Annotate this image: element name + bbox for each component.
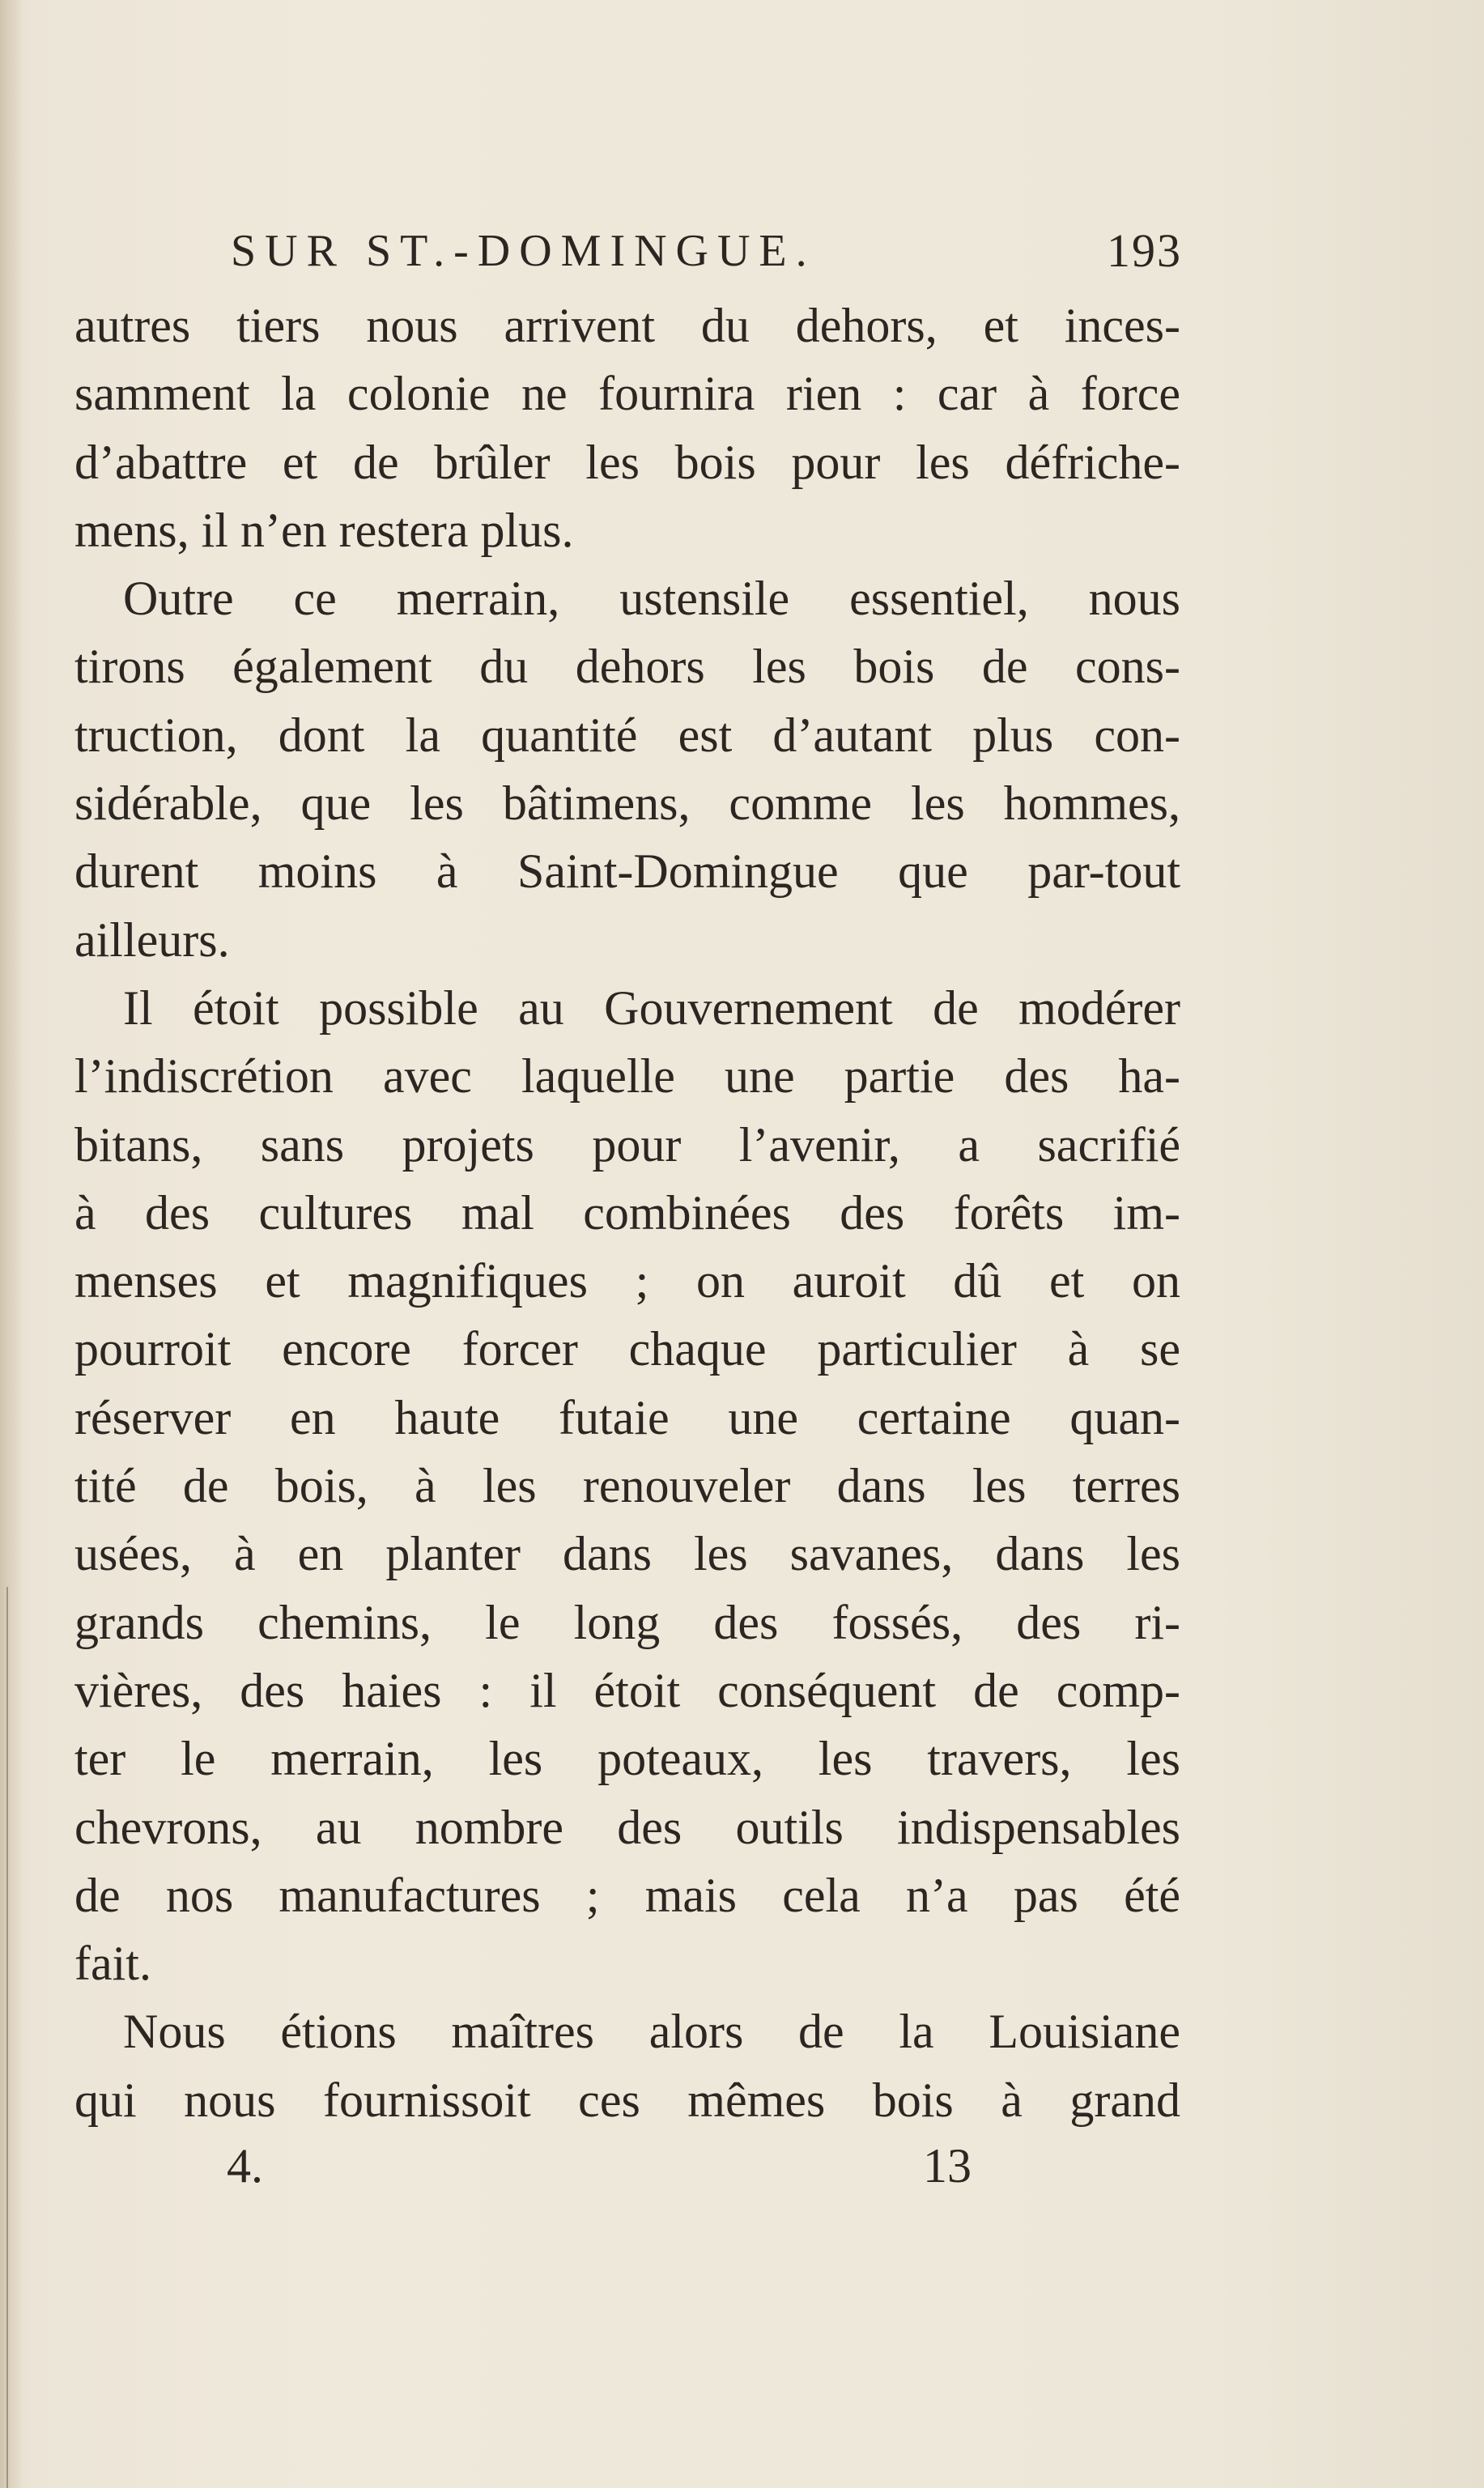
- text-line: sidérable, que les bâtimens, comme les hommes,: [74, 776, 1180, 831]
- text-line: Nous étions maîtres alors de la Louisiane: [123, 2005, 1180, 2059]
- text-line: vières, des haies : il étoit conséquent de comp-: [74, 1663, 1180, 1717]
- text-line: durent moins à Saint-Domingue que par-tout: [74, 844, 1180, 899]
- sheet-number: 13: [923, 2139, 972, 2192]
- text-line: l’indiscrétion avec laquelle une partie des ha-: [74, 1049, 1180, 1104]
- text-line: qui nous fournissoit ces mêmes bois à grand: [74, 2073, 1180, 2127]
- page-header: [231, 223, 1182, 279]
- text-line: tirons également du dehors les bois de cons-: [74, 640, 1180, 694]
- text-line: usées, à en planter dans les savanes, dans les: [74, 1527, 1180, 1581]
- text-line: bitans, sans projets pour l’avenir, a sacrifié: [74, 1117, 1180, 1172]
- text-line: autres tiers nous arrivent du dehors, et inces-: [74, 299, 1180, 352]
- text-line: chevrons, au nombre des outils indispensables: [74, 1800, 1180, 1854]
- text-line: truction, dont la quantité est d’autant plus con-: [74, 708, 1180, 762]
- text-line: ailleurs.: [74, 912, 230, 967]
- spine-edge-line: [6, 1587, 8, 2488]
- text-line: à des cultures mal combinées des forêts im-: [74, 1185, 1180, 1240]
- text-line: pourroit encore forcer chaque particulier à se: [74, 1322, 1180, 1376]
- text-line: Il étoit possible au Gouvernement de modérer: [123, 980, 1180, 1035]
- signature-mark: 4.: [227, 2139, 263, 2192]
- text-line: réserver en haute futaie une certaine quan-: [74, 1390, 1180, 1444]
- spine-shadow: [0, 0, 23, 2488]
- text-line: Outre ce merrain, ustensile essentiel, nous: [123, 572, 1180, 626]
- page-body: [74, 291, 1180, 2134]
- text-line: de nos manufactures ; mais cela n’a pas été: [74, 1868, 1180, 1922]
- text-line: grands chemins, le long des fossés, des ri-: [74, 1595, 1180, 1649]
- page-footer: [227, 2137, 972, 2194]
- page-number: 193: [1107, 224, 1182, 277]
- running-head: SUR ST.-DOMINGUE.: [231, 226, 816, 276]
- text-line: menses et magnifiques ; on auroit dû et on: [74, 1254, 1180, 1308]
- text-line: samment la colonie ne fournira rien : car à force: [74, 367, 1180, 421]
- text-line: fait.: [74, 1937, 151, 1991]
- text-line: d’abattre et de brûler les bois pour les défriche-: [74, 435, 1180, 489]
- text-line: tité de bois, à les renouveler dans les terres: [74, 1459, 1180, 1513]
- text-line: ter le merrain, les poteaux, les travers, les: [74, 1732, 1180, 1786]
- text-line: mens, il n’en restera plus.: [74, 503, 574, 557]
